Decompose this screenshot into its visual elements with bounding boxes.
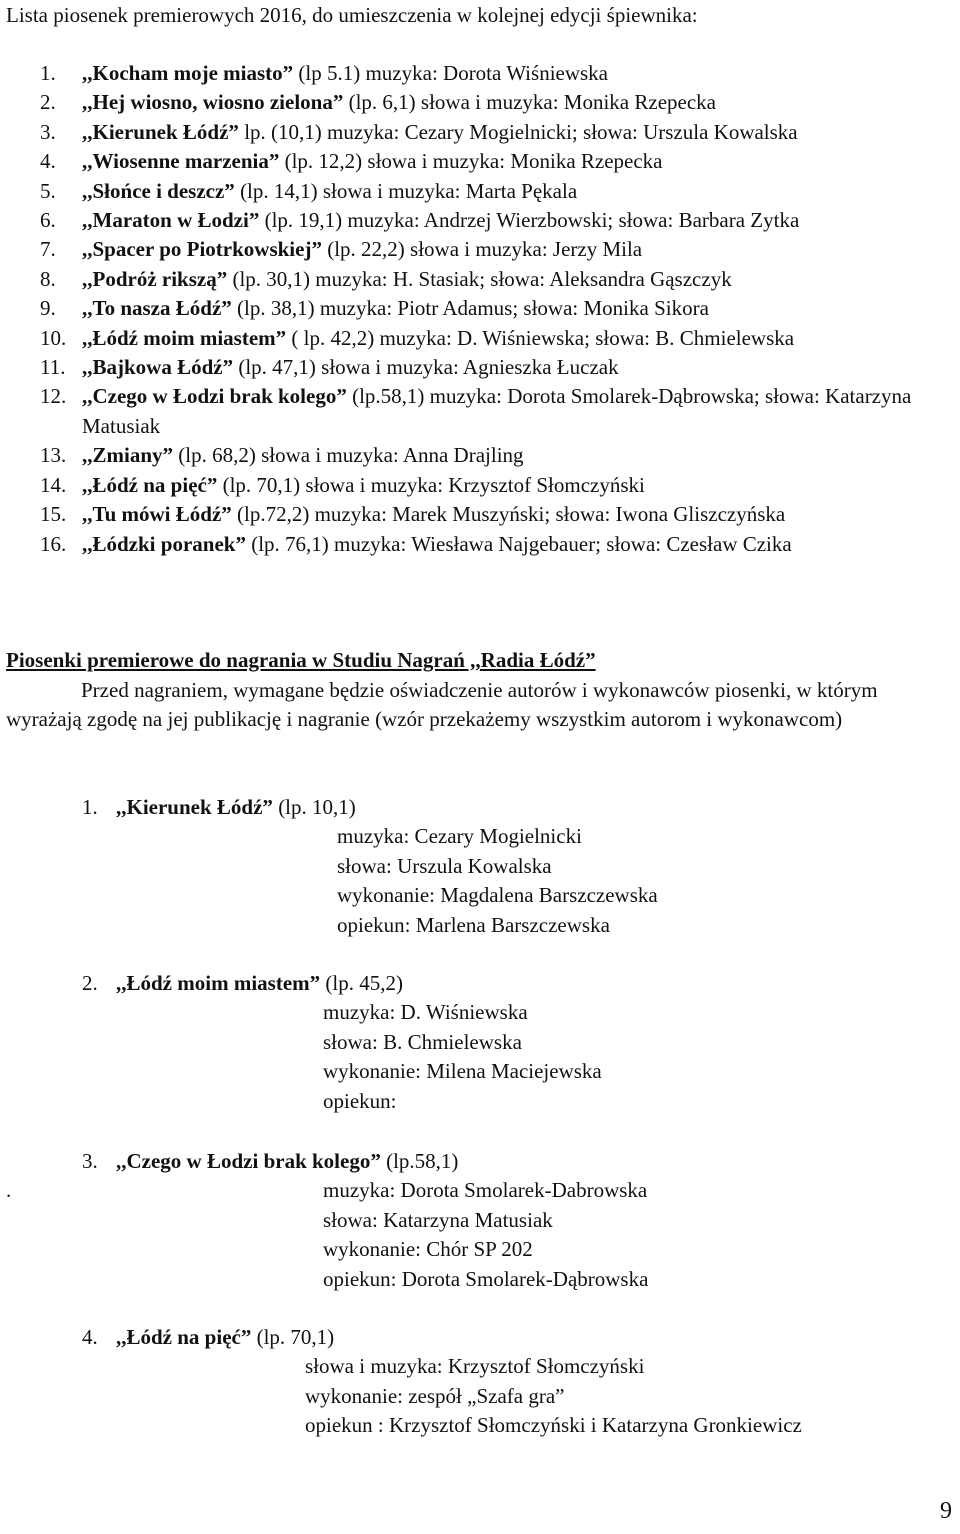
recording-section	[6, 646, 956, 735]
song-details: (lp. 47,1) słowa i muzyka: Agnieszka Łuczak	[233, 355, 619, 380]
recording-entry	[82, 969, 602, 1116]
item-number: 10.	[40, 325, 67, 350]
premiere-song-list	[40, 59, 955, 559]
item-number: 1.	[40, 61, 56, 85]
song-title: ,,Tu mówi Łódź”	[82, 502, 232, 527]
item-number: 6.	[40, 208, 56, 233]
credit-line: słowa i muzyka: Krzysztof Słomczyński	[305, 1354, 645, 1379]
song-details: (lp.72,2) muzyka: Marek Muszyński; słowa: Iwona Gliszczyńska	[231, 502, 786, 527]
item-number: 15.	[40, 502, 67, 527]
credit-line: opiekun:	[323, 1088, 397, 1113]
list-item	[40, 294, 955, 323]
song-title: ,,Łódź moim miastem”	[116, 971, 321, 995]
song-details: (lp. 19,1) muzyka: Andrzej Wierzbowski; słowa: Barbara Zytka	[259, 208, 800, 233]
list-item	[40, 88, 955, 117]
song-title: ,,Czego w Łodzi brak kolego”	[116, 1149, 381, 1173]
credit-line: opiekun: Dorota Smolarek-Dąbrowska	[323, 1266, 649, 1291]
song-title: ,,Łódź na pięć”	[82, 472, 218, 497]
song-title: ,,Kierunek Łódź”	[116, 795, 273, 819]
list-intro: Lista piosenek premierowych 2016, do umieszczenia w kolejnej edycji śpiewnika:	[6, 3, 698, 27]
credit-line: muzyka: Dorota Smolarek-Dabrowska	[323, 1178, 648, 1203]
song-details: (lp. 76,1) muzyka: Wiesława Najgebauer; słowa: Czesław Czika	[245, 531, 792, 556]
credit-line: słowa: Katarzyna Matusiak	[323, 1207, 553, 1232]
song-title: ,,Hej wiosno, wiosno zielona”	[82, 90, 344, 115]
song-title: ,,Kierunek Łódź”	[82, 119, 239, 144]
credit-line: wykonanie: Magdalena Barszczewska	[337, 883, 658, 908]
song-title: ,,Wiosenne marzenia”	[82, 149, 280, 174]
item-number: 9.	[40, 296, 56, 321]
credit-line: opiekun : Krzysztof Słomczyński i Katarzyna Gronkiewicz	[305, 1413, 802, 1438]
song-details: ( lp. 42,2) muzyka: D. Wiśniewska; słowa: B. Chmielewska	[286, 325, 795, 350]
song-title: ,,Maraton w Łodzi”	[82, 208, 260, 233]
song-title: ,,Łódź na pięć”	[116, 1325, 252, 1349]
list-item	[40, 324, 955, 353]
item-number: 4.	[82, 1325, 98, 1349]
recording-entry	[82, 793, 658, 940]
song-title: ,,Podróż rikszą”	[82, 266, 228, 291]
song-title: ,,Łódzki poranek”	[82, 531, 246, 556]
list-item	[40, 382, 955, 441]
song-details: (lp. 70,1)	[251, 1325, 335, 1349]
song-details: (lp. 14,1) słowa i muzyka: Marta Pękala	[234, 178, 578, 203]
item-number: 3.	[40, 119, 56, 144]
song-details: (lp. 10,1)	[272, 795, 356, 819]
credit-line: słowa: Urszula Kowalska	[337, 853, 552, 878]
song-details: (lp. 30,1) muzyka: H. Stasiak; słowa: Aleksandra Gąszczyk	[227, 266, 732, 291]
list-item	[40, 265, 955, 294]
item-number: 12.	[40, 384, 67, 409]
item-number: 16.	[40, 531, 67, 556]
song-details: (lp.58,1)	[380, 1149, 459, 1173]
song-details: (lp. 45,2)	[320, 971, 403, 995]
song-details: (lp. 12,2) słowa i muzyka: Monika Rzepecka	[279, 149, 663, 174]
list-item	[40, 206, 955, 235]
list-item	[40, 235, 955, 264]
song-details: (lp 5.1) muzyka: Dorota Wiśniewska	[293, 61, 609, 85]
list-item	[40, 118, 955, 147]
credit-line: muzyka: Cezary Mogielnicki	[337, 824, 582, 849]
section-paragraph: Przed nagraniem, wymagane będzie oświadczenie autorów i wykonawców piosenki, w którym wyrażają zgodę na jej publikację i nagranie (wzór przekażemy wszystkim autorom i wykonawcom)	[6, 677, 878, 731]
song-title: ,,Spacer po Piotrkowskiej”	[82, 237, 322, 262]
list-item	[40, 59, 955, 88]
item-number: 2.	[82, 971, 98, 995]
song-title: ,,Łódź moim miastem”	[82, 325, 287, 350]
item-number: 11.	[40, 355, 66, 380]
list-item	[40, 147, 955, 176]
song-title: ,,Bajkowa Łódź”	[82, 355, 234, 380]
stray-dot: .	[6, 1178, 12, 1202]
credit-line: słowa: B. Chmielewska	[323, 1029, 522, 1054]
item-number: 1.	[82, 795, 98, 819]
item-number: 14.	[40, 472, 67, 497]
item-number: 7.	[40, 237, 56, 262]
song-details: (lp. 22,2) słowa i muzyka: Jerzy Mila	[321, 237, 643, 262]
list-item	[40, 500, 955, 529]
song-details: lp. (10,1) muzyka: Cezary Mogielnicki; słowa: Urszula Kowalska	[238, 119, 798, 144]
item-number: 13.	[40, 443, 67, 468]
recording-entry	[82, 1147, 648, 1294]
list-item	[40, 471, 955, 500]
credit-line: wykonanie: zespół „Szafa gra”	[305, 1383, 565, 1408]
credit-line: muzyka: D. Wiśniewska	[323, 1000, 528, 1025]
song-details: (lp. 38,1) muzyka: Piotr Adamus; słowa: Monika Sikora	[231, 296, 709, 321]
credit-line: opiekun: Marlena Barszczewska	[337, 912, 610, 937]
song-title: ,,Słońce i deszcz”	[82, 178, 235, 203]
item-number: 5.	[40, 178, 56, 203]
item-number: 2.	[40, 90, 56, 115]
item-number: 8.	[40, 266, 56, 291]
section-heading: Piosenki premierowe do nagrania w Studiu Nagrań ,,Radia Łódź”	[6, 648, 596, 672]
song-title: ,,Czego w Łodzi brak kolego”	[82, 384, 347, 409]
item-number: 3.	[82, 1149, 98, 1173]
song-title: ,,To nasza Łódź”	[82, 296, 232, 321]
list-item	[40, 441, 955, 470]
recording-entry	[82, 1323, 802, 1441]
song-details: (lp. 70,1) słowa i muzyka: Krzysztof Słomczyński	[217, 472, 645, 497]
list-item	[40, 530, 955, 559]
song-details: (lp. 68,2) słowa i muzyka: Anna Drajling	[173, 443, 524, 468]
song-title: ,,Kocham moje miasto”	[82, 61, 294, 85]
song-details: (lp. 6,1) słowa i muzyka: Monika Rzepecka	[343, 90, 716, 115]
item-number: 4.	[40, 149, 56, 174]
credit-line: wykonanie: Chór SP 202	[323, 1237, 533, 1262]
list-item	[40, 353, 955, 382]
song-details: (lp.58,1) muzyka: Dorota Smolarek-Dąbrowska; słowa: Katarzyna Matusiak	[82, 384, 912, 438]
page-number: 9	[940, 1498, 952, 1524]
list-item	[40, 177, 955, 206]
credit-line: wykonanie: Milena Maciejewska	[323, 1059, 602, 1084]
song-title: ,,Zmiany”	[82, 443, 174, 468]
